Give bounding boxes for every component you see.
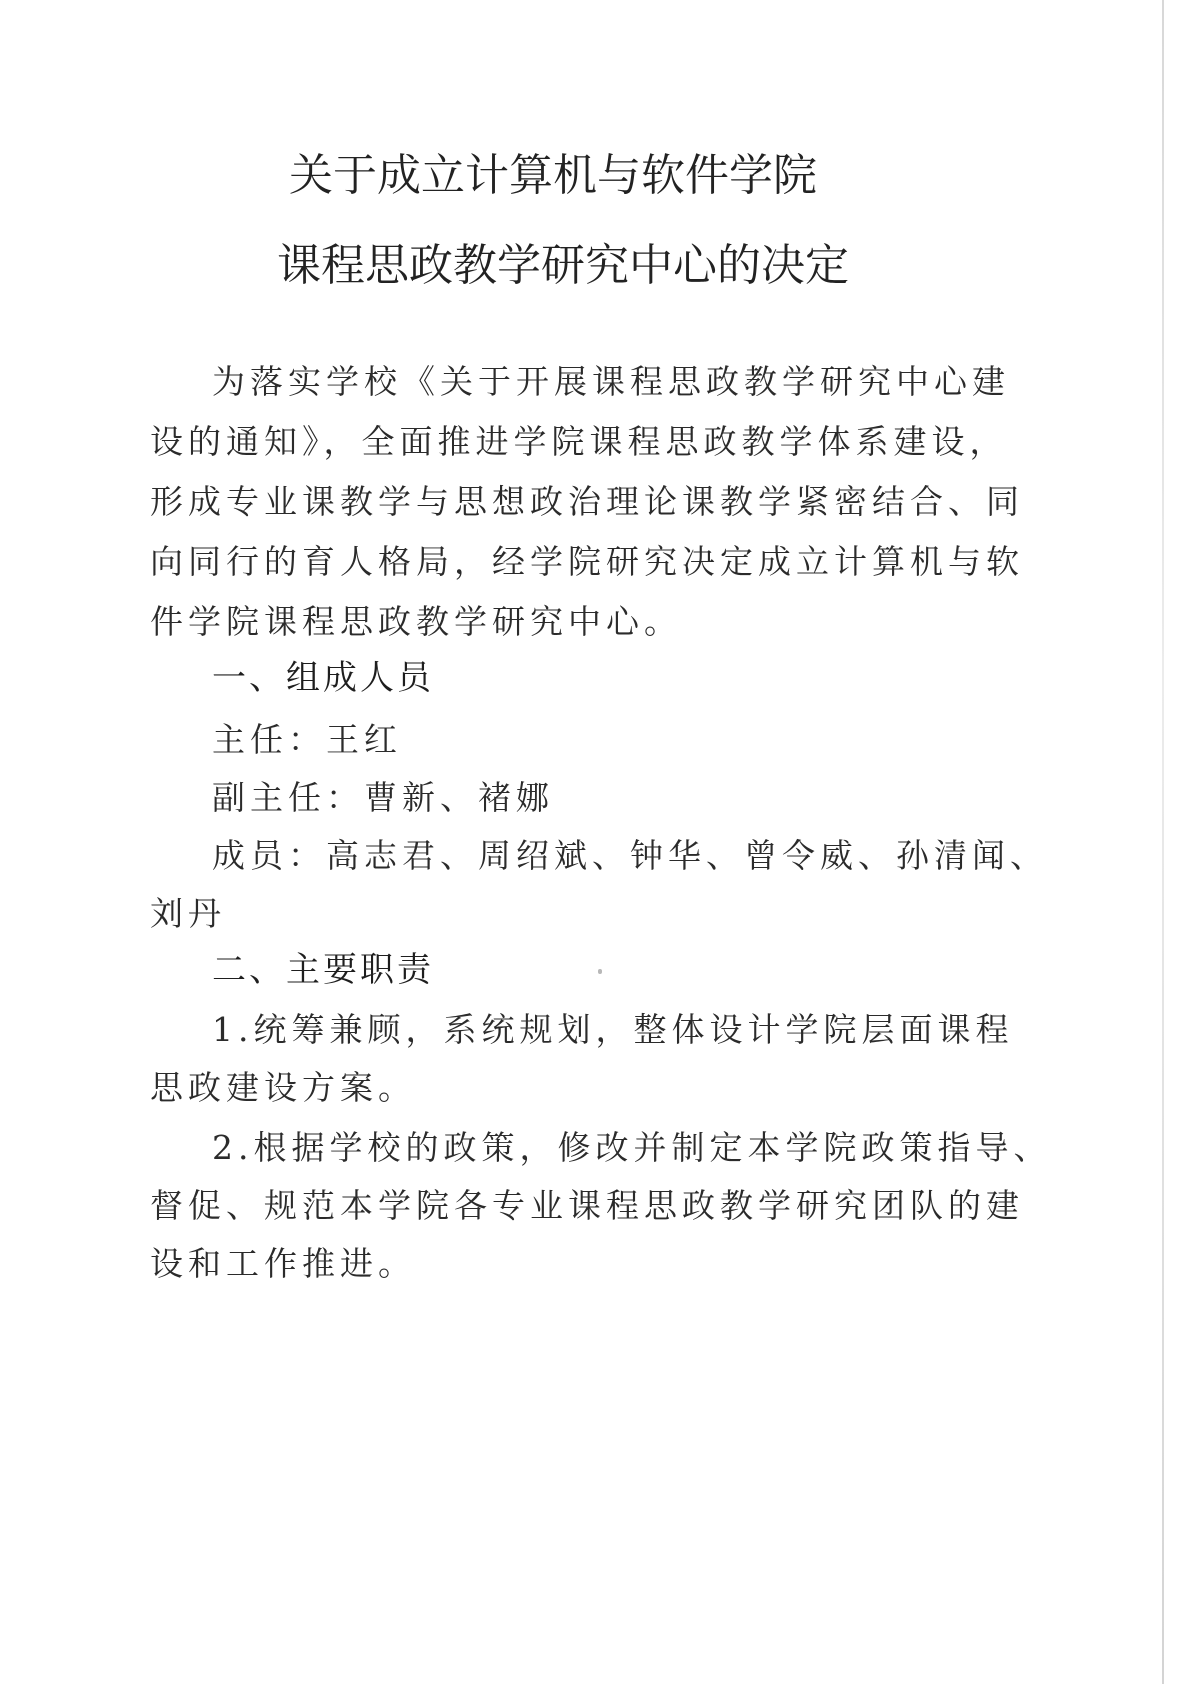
intro-line-3: 形成专业课教学与思想政治理论课教学紧密结合、同 [150, 482, 1024, 521]
scan-edge-line [1162, 0, 1164, 1684]
intro-line-2: 设的通知》，全面推进学院课程思政教学体系建设， [150, 422, 1008, 461]
intro-line-4: 向同行的育人格局，经学院研究决定成立计算机与软 [150, 542, 1024, 581]
members-line-1: 成员：高志君、周绍斌、钟华、曾令威、孙清闻、 [212, 836, 1048, 875]
members-line-2: 刘丹 [150, 894, 226, 933]
intro-line-5: 件学院课程思政教学研究中心。 [150, 602, 682, 641]
section2-heading: 二、主要职责 [212, 950, 434, 990]
duty-item2-line3: 设和工作推进。 [150, 1244, 416, 1283]
intro-line-1: 为落实学校《关于开展课程思政教学研究中心建 [212, 362, 1010, 401]
section1-heading: 一、组成人员 [212, 658, 434, 698]
duty-item2-line1: 2.根据学校的政策，修改并制定本学院政策指导、 [212, 1128, 1052, 1167]
director-line: 主任：王红 [212, 720, 402, 759]
document-title-line2: 课程思政教学研究中心的决定 [277, 240, 849, 291]
deputy-directors-line: 副主任：曹新、褚娜 [212, 778, 554, 817]
document-title-line1: 关于成立计算机与软件学院 [289, 150, 817, 201]
scan-speck [598, 969, 602, 974]
duty-item1-line2: 思政建设方案。 [150, 1068, 416, 1107]
duty-item1-line1: 1.统筹兼顾，系统规划，整体设计学院层面课程 [212, 1010, 1014, 1049]
duty-item2-line2: 督促、规范本学院各专业课程思政教学研究团队的建 [150, 1186, 1024, 1225]
